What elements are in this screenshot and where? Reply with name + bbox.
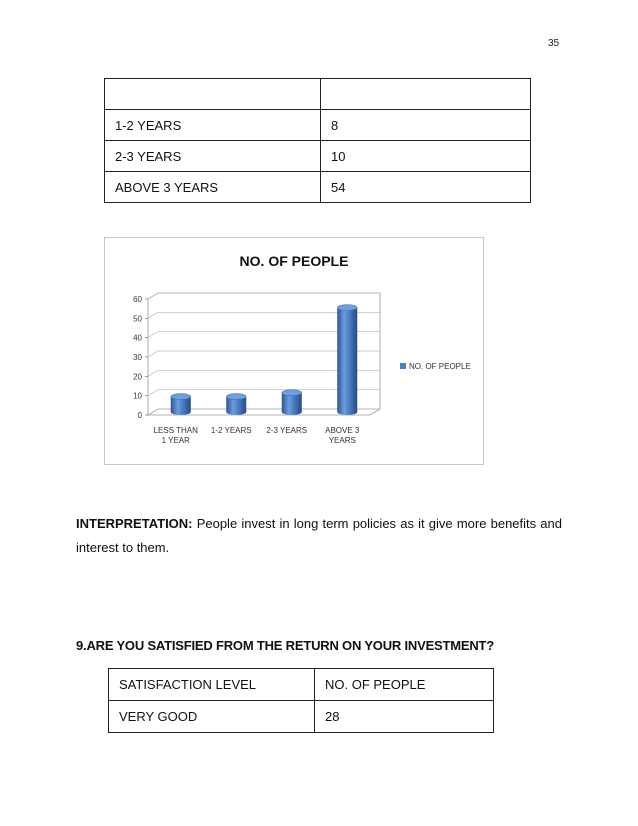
bar-top [171, 394, 191, 400]
experience-table [104, 78, 531, 203]
bar-top [337, 305, 357, 311]
table-cell [105, 79, 321, 110]
table-cell: 2-3 YEARS [105, 141, 321, 172]
table-header-row [109, 669, 494, 701]
gridline [148, 293, 380, 299]
y-tick-label: 60 [133, 295, 142, 304]
legend-label: NO. OF PEOPLE [409, 362, 471, 371]
table-cell: 28 [315, 701, 494, 733]
x-tick-label: 1 YEAR [161, 436, 190, 445]
x-tick-label: LESS THAN [153, 426, 198, 435]
chart-legend [400, 362, 471, 371]
table-cell: VERY GOOD [109, 701, 315, 733]
table-row [105, 79, 531, 110]
y-tick-label: 10 [133, 391, 142, 401]
table-row [109, 701, 494, 733]
bar-top [226, 394, 246, 400]
x-tick-label: 2-3 YEARS [266, 426, 308, 435]
chart-title: NO. OF PEOPLE [239, 253, 349, 269]
chart-svg [105, 238, 483, 464]
interpretation-text: People invest in long term policies as it give more benefits and interest to them. [76, 516, 562, 555]
x-tick-label: YEARS [328, 436, 356, 445]
page-number: 35 [548, 38, 560, 49]
table-row [105, 141, 531, 172]
y-tick-label: 40 [133, 333, 142, 343]
bar-chart [104, 237, 484, 465]
table-cell: 8 [321, 110, 531, 141]
table-cell [321, 79, 531, 110]
table-header-cell: NO. OF PEOPLE [315, 669, 494, 701]
table-row [105, 110, 531, 141]
table-cell: 54 [321, 172, 531, 203]
table-header-cell: SATISFACTION LEVEL [109, 669, 315, 701]
bar-top [282, 390, 302, 396]
y-tick-label: 20 [133, 372, 142, 382]
bar [337, 308, 357, 415]
y-tick-label: 0 [137, 411, 142, 420]
y-tick-label: 30 [133, 353, 142, 362]
question-heading: 9.ARE YOU SATISFIED FROM THE RETURN ON YOUR INVESTMENT? [76, 638, 495, 653]
table-row [105, 172, 531, 203]
satisfaction-table [108, 668, 494, 733]
legend-swatch [400, 363, 406, 369]
x-tick-label: 1-2 YEARS [210, 426, 252, 435]
table-cell: 10 [321, 141, 531, 172]
table-cell: ABOVE 3 YEARS [105, 172, 321, 203]
table-cell: 1-2 YEARS [105, 110, 321, 141]
interpretation-paragraph [76, 512, 562, 560]
x-tick-label: ABOVE 3 [325, 426, 360, 435]
bar [282, 393, 302, 415]
plot-area [133, 293, 380, 445]
y-tick-label: 50 [133, 314, 142, 324]
interpretation-label: INTERPRETATION: [76, 516, 193, 531]
